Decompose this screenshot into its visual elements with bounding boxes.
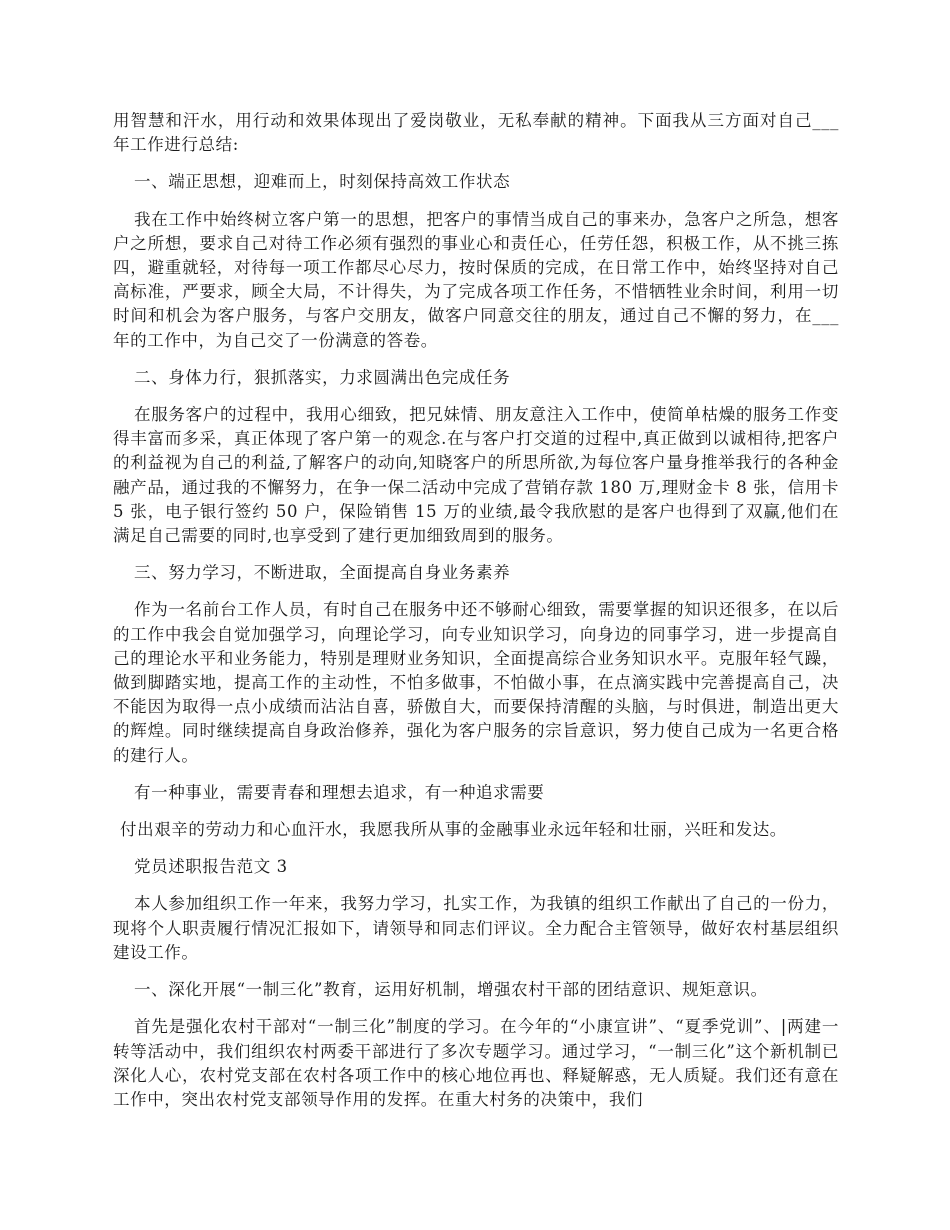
report-title: 党员述职报告范文 3 <box>134 857 288 877</box>
body-paragraph: 本人参加组织工作一年来，我努力学习，扎实工作，为我镇的组织工作献出了自己的一份力，现将个人职责履行情况汇报如下，请领导和同志们评议。全力配合主管领导，做好农村基层组织建设工作。 <box>113 894 839 962</box>
body-paragraph: 首先是强化农村干部对“一制三化”制度的学习。在今年的“小康宣讲”、“夏季党训”、|两建一转等活动中，我们组织农村两委干部进行了多次专题学习。通过学习，“一制三化”这个新机制已深化人心，农村党支部在农村各项工作中的核心地位再也、释疑解惑，无人质疑。我们还有意在工作中，突出农村党支部领导作用的发挥。在重大村务的决策中，我们 <box>113 1017 839 1109</box>
section-heading: 三、努力学习，不断进取，全面提高自身业务素养 <box>134 563 511 583</box>
body-paragraph: 作为一名前台工作人员，有时自己在服务中还不够耐心细致，需要掌握的知识还很多，在以后的工作中我会自觉加强学习，向理论学习，向专业知识学习，向身边的同事学习，进一步提高自己的理论水平和业务能力，特别是理财业务知识，全面提高综合业务知识水平。克服年轻气躁，做到脚踏实地，提高工作的主动性，不怕多做事，不怕做小事，在点滴实践中完善提高自己，决不能因为取得一点小成绩而沾沾自喜，骄傲自大，而要保持清醒的头脑，与时俱进，制造出更大的辉煌。同时继续提高自身政治修养，强化为客户服务的宗旨意识，努力使自己成为一名更合格的建行人。 <box>113 600 839 765</box>
body-paragraph: 付出艰辛的劳动力和心血汗水，我愿我所从事的金融事业永远年轻和壮丽，兴旺和发达。 <box>120 820 787 840</box>
document-body <box>113 107 839 1125</box>
section-heading: 一、深化开展“一制三化”教育，运用好机制，增强农村干部的团结意识、规矩意识。 <box>134 980 768 1000</box>
body-paragraph: 用智慧和汗水，用行动和效果体现出了爱岗敬业，无私奉献的精神。下面我从三方面对自己___年工作进行总结: <box>113 111 839 155</box>
body-paragraph: 有一种事业，需要青春和理想去追求，有一种追求需要 <box>134 782 545 802</box>
body-paragraph: 在服务客户的过程中，我用心细致，把兄妹情、朋友意注入工作中，使简单枯燥的服务工作变得丰富而多采，真正体现了客户第一的观念.在与客户打交道的过程中,真正做到以诚相待,把客户的利益视为自己的利益,了解客户的动向,知晓客户的所思所欲,为每位客户量身推举我行的各种金融产品，通过我的不懈努力，在争一保二活动中完成了营销存款 180 万,理财金卡 8 张，信用卡 5 张，电子银行签约 50 户，保险销售 15 万的业绩,最令我欣慰的是客户也得到了双赢,他们在满足自己需要的同时,也享受到了建行更加细致周到的服务。 <box>113 405 839 546</box>
section-heading: 一、端正思想，迎难而上，时刻保持高效工作状态 <box>134 172 511 192</box>
body-paragraph: 我在工作中始终树立客户第一的思想，把客户的事情当成自己的事来办，急客户之所急，想客户之所想，要求自己对待工作必须有强烈的事业心和责任心，任劳任怨，积极工作，从不挑三拣四，避重就轻，对待每一项工作都尽心尽力，按时保质的完成，在日常工作中，始终坚持对自己高标准，严要求，顾全大局，不计得失，为了完成各项工作任务，不惜牺牲业余时间，利用一切时间和机会为客户服务，与客户交朋友，做客户同意交往的朋友，通过自己不懈的努力，在___年的工作中，为自己交了一份满意的答卷。 <box>113 209 839 350</box>
section-heading: 二、身体力行，狠抓落实，力求圆满出色完成任务 <box>134 367 511 387</box>
